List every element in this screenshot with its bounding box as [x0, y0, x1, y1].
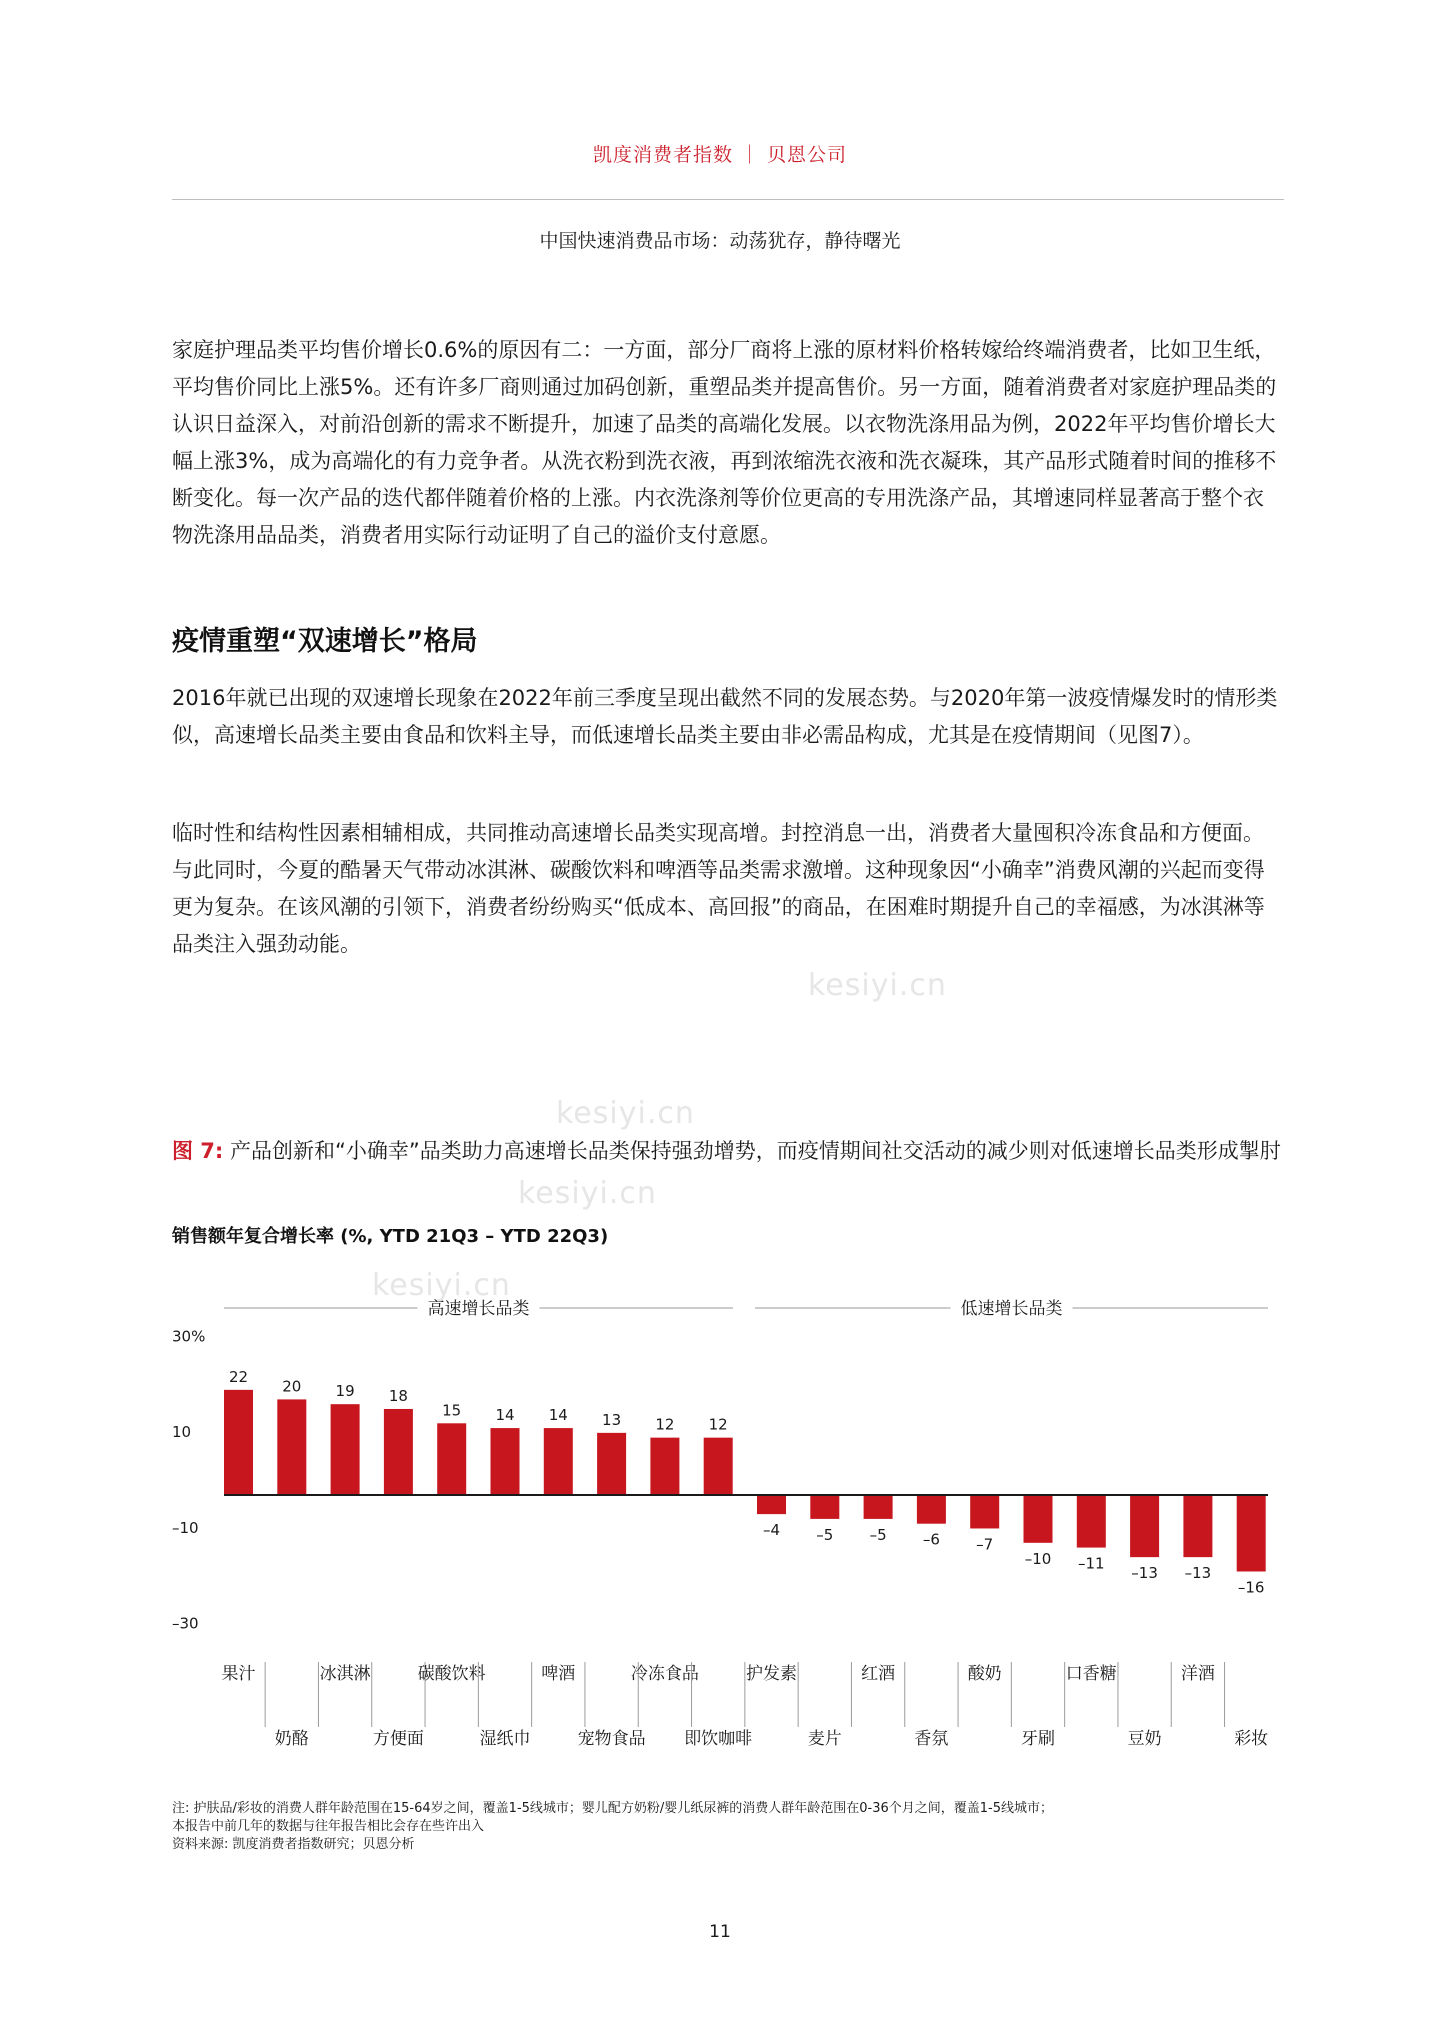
chart-bar: [1130, 1495, 1159, 1557]
chart-bar: [1077, 1495, 1106, 1548]
category-label: 口香糖: [1065, 1664, 1117, 1684]
chart-bar: [704, 1438, 733, 1495]
chart-bar: [597, 1433, 626, 1495]
chart-bar: [810, 1495, 839, 1519]
chart-bar: [331, 1404, 360, 1495]
category-label: 冷冻食品: [630, 1664, 699, 1684]
category-label: 红酒: [861, 1664, 896, 1684]
chart-bar: [277, 1399, 306, 1495]
category-label: 麦片: [807, 1729, 842, 1749]
figure-label: 图 7:: [172, 1139, 224, 1163]
chart-bar: [544, 1428, 573, 1495]
watermark-text: kesiyi.cn: [372, 1268, 511, 1303]
category-label: 香氛: [914, 1729, 949, 1749]
bar-value-label: –10: [1024, 1549, 1052, 1568]
chart-bar: [757, 1495, 786, 1514]
chart-bar: [491, 1428, 520, 1495]
category-label: 彩妆: [1234, 1729, 1269, 1749]
footnote-line: 本报告中前几年的数据与往年报告相比会存在些许出入: [172, 1819, 485, 1834]
page-number: 11: [709, 1922, 731, 1942]
category-label: 碳酸饮料: [417, 1664, 486, 1684]
bar-value-label: 15: [442, 1401, 462, 1420]
category-label: 果汁: [221, 1664, 256, 1684]
group-header-label: 低速增长品类: [960, 1299, 1063, 1319]
category-label: 冰淇淋: [319, 1664, 371, 1684]
category-label: 即饮咖啡: [684, 1729, 753, 1749]
bar-value-label: 19: [335, 1382, 355, 1401]
chart-bar: [437, 1423, 466, 1495]
chart-bar: [1024, 1495, 1053, 1543]
figure-caption-text: 产品创新和“小确幸”品类助力高速增长品类保持强劲增势，而疫情期间社交活动的减少则对低速增长品类形成掣肘: [230, 1139, 1281, 1163]
y-tick-label: –30: [172, 1614, 199, 1633]
bar-value-label: 12: [708, 1415, 728, 1434]
y-tick-label: –10: [172, 1518, 199, 1537]
bar-value-label: 12: [655, 1415, 675, 1434]
bar-value-label: 13: [602, 1410, 622, 1429]
category-label: 宠物食品: [577, 1729, 646, 1749]
bar-value-label: 18: [388, 1386, 408, 1405]
watermark-text: kesiyi.cn: [556, 1096, 695, 1131]
category-label: 豆奶: [1127, 1729, 1162, 1749]
chart-title: 销售额年复合增长率 (%, YTD 21Q3 – YTD 22Q3): [172, 1226, 609, 1247]
bar-value-label: –7: [976, 1535, 994, 1554]
report-subtitle: 中国快速消费品市场：动荡犹存，静待曙光: [539, 230, 901, 252]
footnote-line: 资料来源: 凯度消费者指数研究；贝恩分析: [172, 1837, 415, 1852]
chart-bar: [864, 1495, 893, 1519]
chart-bar: [1237, 1495, 1266, 1571]
body-paragraph: 临时性和结构性因素相辅相成，共同推动高速增长品类实现高增。封控消息一出，消费者大量囤积冷冻食品和方便面。与此同时，今夏的酷暑天气带动冰淇淋、碳酸饮料和啤酒等品类需求激增。这种现象因“小确幸”消费风潮的兴起而变得更为复杂。在该风潮的引领下，消费者纷纷购买“低成本、高回报”的商品，在困难时期提升自己的幸福感，为冰淇淋等品类注入强劲动能。: [172, 821, 1265, 956]
chart-bar: [1183, 1495, 1212, 1557]
y-tick-label: 10: [172, 1423, 192, 1442]
bar-value-label: –11: [1078, 1554, 1105, 1573]
bar-value-label: 14: [495, 1406, 515, 1425]
watermark-text: kesiyi.cn: [518, 1176, 657, 1211]
category-label: 方便面: [372, 1729, 424, 1749]
category-label: 酸奶: [967, 1664, 1002, 1684]
bar-value-label: –16: [1237, 1578, 1265, 1597]
bar-value-label: 22: [228, 1367, 249, 1386]
category-label: 奶酪: [274, 1729, 309, 1749]
category-label: 护发素: [746, 1664, 797, 1684]
watermark-text: kesiyi.cn: [808, 968, 947, 1003]
y-tick-label: 30%: [172, 1327, 206, 1346]
bar-value-label: –5: [816, 1525, 834, 1544]
category-label: 洋酒: [1180, 1664, 1215, 1684]
bar-value-label: –13: [1184, 1564, 1212, 1583]
bar-value-label: 14: [548, 1406, 568, 1425]
section-heading: 疫情重塑“双速增长”格局: [172, 626, 478, 657]
chart-bar: [224, 1390, 253, 1495]
bar-value-label: –13: [1131, 1564, 1158, 1583]
bar-value-label: –4: [762, 1521, 781, 1540]
chart-bar: [917, 1495, 946, 1524]
footnote-line: 注: 护肤品/彩妆的消费人群年龄范围在15-64岁之间，覆盖1-5线城市；婴儿配方奶粉/婴儿纸尿裤的消费人群年龄范围在0-36个月之间，覆盖1-5线城市；: [172, 1801, 1054, 1816]
bar-value-label: –5: [869, 1525, 887, 1544]
category-label: 湿纸巾: [479, 1729, 531, 1749]
body-paragraph: 2016年就已出现的双速增长现象在2022年前三季度呈现出截然不同的发展态势。与2020年第一波疫情爆发时的情形类似，高速增长品类主要由食品和饮料主导，而低速增长品类主要由非必需品构成，尤其是在疫情期间（见图7）。: [172, 686, 1278, 747]
category-label: 啤酒: [541, 1664, 576, 1684]
bar-value-label: –6: [922, 1530, 940, 1549]
category-label: 牙刷: [1021, 1729, 1055, 1749]
footnotes: [172, 1800, 1284, 1854]
body-paragraph: 家庭护理品类平均售价增长0.6%的原因有二：一方面，部分厂商将上涨的原材料价格转嫁给终端消费者，比如卫生纸，平均售价同比上涨5%。还有许多厂商则通过加码创新，重塑品类并提高售价。另一方面，随着消费者对家庭护理品类的认识日益深入，对前沿创新的需求不断提升，加速了品类的高端化发展。以衣物洗涤用品为例，2022年平均售价增长大幅上涨3%，成为高端化的有力竞争者。从洗衣粉到洗衣液，再到浓缩洗衣液和洗衣凝珠，其产品形式随着时间的推移不断变化。每一次产品的迭代都伴随着价格的上涨。内衣洗涤剂等价位更高的专用洗涤产品，其增速同样显著高于整个衣物洗涤用品品类，消费者用实际行动证明了自己的溢价支付意愿。: [172, 338, 1277, 547]
chart-bar: [384, 1409, 413, 1495]
chart-bar: [650, 1438, 679, 1495]
bar-value-label: 20: [282, 1377, 302, 1396]
group-header-label: 高速增长品类: [427, 1299, 530, 1319]
chart-bar: [970, 1495, 999, 1528]
report-brand: 凯度消费者指数 ｜ 贝恩公司: [592, 144, 848, 166]
